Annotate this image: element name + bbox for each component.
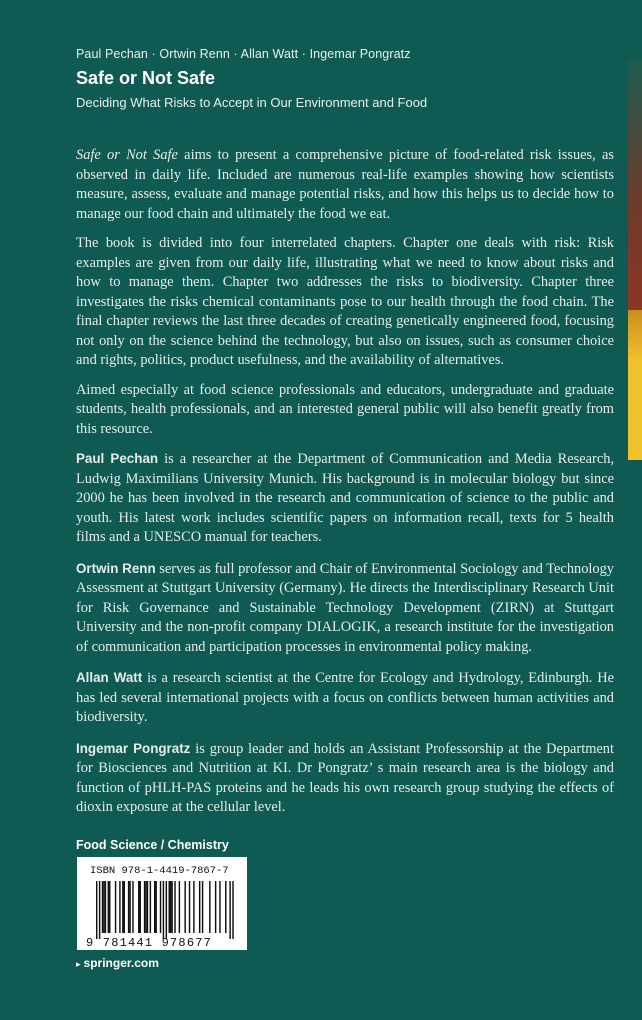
barcode-bar (109, 881, 110, 933)
bio-text: is a researcher at the Department of Communication and Media Research, Ludwig Maximilians University Munich. His background is in molecular biology but since 2000 he has been involved in the research and communication of science to the public and youth. His latest work includes scientific papers on information recall, texts for 5 health films and a UNESCO manual for teachers. (76, 451, 615, 545)
barcode-bar (170, 881, 171, 933)
barcode-bar (115, 881, 116, 933)
subject-category: Food Science / Chemistry (76, 838, 229, 852)
barcode-bar (169, 881, 170, 933)
barcode-bar (174, 881, 175, 933)
authors-line: Paul Pechan · Ortwin Renn · Allan Watt · Ingemar Pongratz (76, 47, 411, 61)
publisher-url-text: springer.com (83, 956, 159, 970)
bio-ortwin-renn (76, 559, 614, 658)
spine-stripe-top (628, 0, 642, 60)
blurb-title-italic: Safe or Not Safe (76, 147, 178, 163)
barcode-bar (129, 881, 130, 933)
barcode-bar (184, 881, 185, 933)
barcode-bar (154, 881, 155, 933)
blurb-p1-text: aims to present a comprehensive picture of food-related risk issues, as observed in daily life. Included are numerous real-life examples showing how scientists measure, assess, evaluate and manage potential risks, and how this helps us to decide how to manage our food chain and ultimately the food we eat. (76, 147, 614, 222)
bio-text: serves as full professor and Chair of Environmental Sociology and Technology Assessment at Stuttgart University (Germany). He directs the Interdisciplinary Research Unit for Risk Governance and Sustainable Technology Development (ZIRN) at Stuttgart University and the non-profit company DIALOGIK, a research institute for the investigation of communication and participation processes in environmental policy making. (76, 560, 614, 655)
barcode-bar (105, 881, 106, 933)
barcode-bar (202, 881, 203, 933)
barcode-bar (171, 881, 172, 933)
barcode-bar (119, 881, 120, 933)
barcode-bar (147, 881, 148, 933)
blurb-paragraph-3: Aimed especially at food science professionals and educators, undergraduate and graduate students, health professionals, and an interested general public will also benefit greatly from this resource. (76, 381, 614, 437)
blurb-paragraph-2: The book is divided into four interrelated chapters. Chapter one deals with risk: Risk examples are given from our daily life, illustrating what we need to know about risks and how to manage them. Chapter two addresses the risks to biodiversity. Chapter three investigates the risks chemical contaminants pose to our health through the food chain. The final chapter reviews the last three decades of creating genetically engineered food, focusing not only on the science behind the technology, but also on issues, such as consumer choice and rights, politics, product usefulness, and the availability of alternatives. (76, 235, 614, 368)
barcode-bar (225, 881, 226, 933)
publisher-url[interactable] (76, 956, 159, 970)
barcode-bar (128, 881, 129, 933)
barcode-bar (99, 881, 100, 939)
barcode-bar (132, 881, 133, 933)
book-title: Safe or Not Safe (76, 68, 216, 88)
barcode-bar (140, 881, 141, 933)
arrow-right-icon: ▸ (76, 959, 81, 969)
bio-name: Paul Pechan (76, 451, 159, 466)
barcode-bar (160, 881, 161, 933)
blurb-paragraph-1 (76, 146, 614, 224)
bio-text: is a research scientist at the Centre for Ecology and Hydrology, Edinburgh. He has led several international projects with a focus on conflicts between human activities and biodiversity. (76, 670, 614, 725)
barcode-bar (189, 881, 190, 933)
spine-stripe-red (628, 60, 642, 310)
barcode-bar (232, 881, 233, 939)
barcode-bar (108, 881, 109, 933)
barcode-bar (209, 881, 210, 933)
bio-name: Allan Watt (76, 670, 143, 685)
barcode-bar (229, 881, 230, 939)
barcode-bar (179, 881, 180, 933)
barcode-bar (163, 881, 164, 939)
bio-ingemar-pongratz (76, 739, 614, 818)
ean-digits: 9 781441 978677 (86, 936, 213, 950)
barcode-bar (138, 881, 139, 933)
barcode-bar (155, 881, 156, 933)
isbn-barcode (77, 857, 247, 950)
barcode-bar (144, 881, 145, 933)
barcode-bar (215, 881, 216, 933)
barcode-bar (96, 881, 97, 939)
bio-text: is group leader and holds an Assistant Professorship at the Department for Biosciences and Nutrition at KI. Dr Pongratz’ s main research area is the biology and function of pHLH-PAS proteins and he leads his own research group studying the effects of dioxin exposure at the cellular level. (76, 740, 614, 815)
spine-stripe-yellow (628, 310, 642, 460)
barcode-bar (199, 881, 200, 933)
barcode-bar (145, 881, 146, 933)
barcode-bar (103, 881, 104, 933)
barcode-bar (150, 881, 151, 933)
bio-allan-watt (76, 668, 614, 728)
bio-name: Ingemar Pongratz (76, 740, 191, 756)
barcode-bar (193, 881, 194, 933)
barcode-bar (124, 881, 125, 933)
barcode-bar (166, 881, 167, 939)
book-subtitle: Deciding What Risks to Accept in Our Environment and Food (76, 95, 428, 110)
back-cover-text (76, 146, 614, 829)
bio-paul-pechan (76, 449, 614, 548)
bio-name: Ortwin Renn (76, 560, 156, 576)
barcode-bar (219, 881, 220, 933)
isbn-label: ISBN 978-1-4419-7867-7 (90, 865, 229, 877)
barcode-bar (122, 881, 123, 933)
barcode-bar (102, 881, 103, 933)
